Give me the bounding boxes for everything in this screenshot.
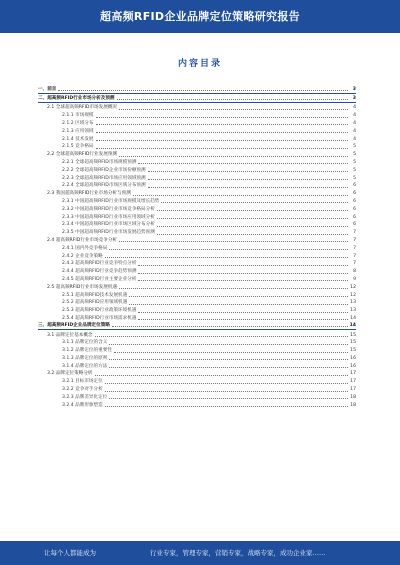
toc-page-number: 13 — [350, 308, 356, 314]
dot-leader — [112, 326, 348, 327]
toc-page-number: 8 — [353, 269, 356, 275]
toc-page-number: 12 — [350, 284, 356, 290]
toc-entry-label: 3.1.1 品牌定位的含义 — [62, 340, 108, 346]
toc-page-number: 14 — [350, 315, 356, 321]
toc-row[interactable] — [38, 267, 356, 275]
toc-entry-label: 3.1.2 品牌定位的重要性 — [62, 348, 112, 354]
toc-row[interactable] — [38, 119, 356, 127]
toc-row[interactable] — [38, 221, 356, 229]
toc-row[interactable] — [38, 197, 356, 205]
toc-entry-label: 2.2.2 全球超高频RFID企业市场份额预测 — [62, 167, 146, 173]
toc-row[interactable] — [38, 174, 356, 182]
dot-leader — [96, 140, 348, 141]
toc-entry-label: 三、超高频RFID企业品牌定位策略 — [38, 322, 110, 328]
toc-entry-label: 2.4 超高频RFID行业市场竞争分析 — [47, 237, 118, 243]
toc-entry-label: 2.3 我国超高频RFID行业市场分析与预测 — [47, 191, 131, 197]
toc-entry-label: 2.5.2 超高频RFID应用领域机遇 — [62, 300, 128, 306]
toc-heading: 内容目录 — [177, 59, 222, 69]
toc-entry-label: 2.1.4 技术发展 — [62, 136, 94, 142]
dot-leader — [105, 257, 348, 258]
document-title: 超高频RFID企业品牌定位策略研究报告 — [100, 10, 300, 23]
toc-entry-label: 3.2.4 品牌形象塑造 — [62, 402, 103, 408]
dot-leader — [96, 148, 348, 149]
toc-row[interactable] — [38, 331, 356, 339]
toc-page-number: 16 — [350, 363, 356, 369]
toc-page-number: 7 — [353, 261, 356, 267]
dot-leader — [138, 312, 348, 313]
toc-page-number: 5 — [353, 144, 356, 150]
toc-row[interactable] — [38, 228, 356, 236]
toc-row[interactable] — [38, 166, 356, 174]
toc-page-number: 9 — [353, 276, 356, 282]
toc-entry-label: 2.4.1 国内外竞争格局 — [62, 245, 108, 251]
toc-entry-label: 3.2.2 竞争对手分析 — [62, 387, 103, 393]
toc-row[interactable] — [38, 205, 356, 213]
toc-row[interactable] — [38, 252, 356, 260]
dot-leader — [129, 304, 348, 305]
dot-leader — [148, 179, 348, 180]
dot-leader — [138, 163, 348, 164]
toc-entry-label: 2.2.3 全球超高频RFID市场应用领域预测 — [62, 175, 146, 181]
toc-page-number: 7 — [353, 230, 356, 236]
toc-entry-label: 2.1.1 市场规模 — [62, 113, 94, 119]
toc-entry-label: 2.5.3 超高频RFID行业政策环境机遇 — [62, 308, 137, 314]
footer-slogan: 行业专家，管理专家，营销专家，战略专家，成功企业家…… — [150, 549, 326, 557]
footer-bar — [0, 541, 400, 565]
toc-page-number: 16 — [350, 355, 356, 361]
dot-leader — [119, 109, 348, 110]
toc-page-number: 3 — [352, 86, 356, 92]
toc-entry-label: 3.1 品牌定位基本概念 — [47, 332, 93, 338]
toc-page-number: 6 — [353, 214, 356, 220]
dot-leader — [157, 210, 348, 211]
toc-row[interactable] — [38, 362, 356, 370]
toc-page-number: 13 — [350, 300, 356, 306]
toc-page-number: 7 — [353, 253, 356, 259]
toc-row[interactable] — [38, 306, 356, 314]
toc-entry-label: 2.5.1 超高频RFID技术发展机遇 — [62, 292, 128, 298]
toc-row[interactable] — [38, 86, 356, 94]
toc-entry-label: 2.5.4 超高频RFID行业市场需求机遇 — [62, 315, 137, 321]
toc-entry-label: 2.4.2 企业竞争策略 — [62, 253, 103, 259]
dot-leader — [148, 171, 348, 172]
toc-entry-label: 2.4.4 超高频RFID行业竞争趋势预测 — [62, 269, 137, 275]
dot-leader — [133, 195, 348, 196]
dot-leader — [119, 288, 348, 289]
toc-page-number: 6 — [353, 191, 356, 197]
dot-leader — [105, 383, 348, 384]
toc-entry-label: 3.2.1 目标市场定位 — [62, 379, 103, 385]
toc-row[interactable] — [38, 104, 356, 112]
toc-page-number: 18 — [350, 394, 356, 400]
toc-entry-label: 2.1.3 应用领域 — [62, 128, 94, 134]
toc-entry-label: 3.1.3 品牌定位的原则 — [62, 355, 108, 361]
toc-row[interactable] — [38, 189, 356, 197]
toc-page-number: 7 — [353, 237, 356, 243]
toc-row[interactable] — [38, 158, 356, 166]
dot-leader — [138, 319, 348, 320]
dot-leader — [96, 132, 348, 133]
toc-entry-label: 2.4.3 超高频RFID行业竞争特点分析 — [62, 261, 137, 267]
toc-page-number: 4 — [353, 105, 356, 111]
dot-leader — [157, 226, 348, 227]
dot-leader — [119, 156, 348, 157]
toc-page-number: 14 — [349, 322, 356, 328]
toc-page-number: 6 — [353, 222, 356, 228]
dot-leader — [129, 296, 348, 297]
dot-leader — [157, 234, 348, 235]
dot-leader — [138, 273, 348, 274]
toc-row[interactable] — [38, 299, 356, 307]
toc-row[interactable] — [38, 244, 356, 252]
toc-row[interactable] — [38, 354, 356, 362]
toc-page-number: 5 — [353, 152, 356, 158]
toc-entry-label: 2.1.2 区域分布 — [62, 120, 94, 126]
dot-leader — [95, 336, 348, 337]
dot-leader — [119, 241, 348, 242]
toc-row[interactable] — [38, 370, 356, 378]
dot-leader — [58, 90, 348, 91]
toc-entry-label: 2.5 超高频RFID行业市场发展机遇 — [47, 284, 118, 290]
toc-row[interactable] — [38, 150, 356, 158]
dot-leader — [148, 187, 348, 188]
dot-leader — [96, 117, 348, 118]
dot-leader — [105, 391, 348, 392]
document-header-bar — [0, 0, 400, 33]
toc-row[interactable] — [38, 283, 356, 291]
toc-entry-label: 2.3.5 中国超高频RFID行业市场发展趋势预测 — [62, 230, 155, 236]
toc-entry-label: 2.3.1 中国超高频RFID行业市场规模及增长趋势 — [62, 198, 160, 204]
toc-page-number: 12 — [350, 292, 356, 298]
toc-page-number: 4 — [353, 113, 356, 119]
toc-page-number: 6 — [353, 183, 356, 189]
toc-row[interactable] — [38, 213, 356, 221]
toc-row[interactable] — [38, 339, 356, 347]
dot-leader — [95, 375, 348, 376]
footer-brand-text: 让每个人都能成为 — [44, 549, 96, 557]
dot-leader — [157, 218, 348, 219]
toc-page-number: 15 — [350, 348, 356, 354]
toc-page-number: 6 — [353, 198, 356, 204]
toc-page-number: 17 — [350, 371, 356, 377]
toc-row[interactable] — [38, 182, 356, 190]
toc-row[interactable] — [38, 236, 356, 244]
toc-page-number: 15 — [350, 340, 356, 346]
toc-row[interactable] — [38, 346, 356, 354]
dot-leader — [161, 202, 348, 203]
toc-row[interactable] — [38, 143, 356, 151]
toc-page-number: 4 — [353, 120, 356, 126]
toc-row[interactable] — [38, 322, 356, 330]
dot-leader — [138, 280, 348, 281]
toc-row[interactable] — [38, 291, 356, 299]
toc-page-number: 4 — [353, 136, 356, 142]
table-of-contents — [38, 86, 356, 498]
toc-entry-label: 二、超高频RFID行业市场分析及预测 — [38, 95, 115, 101]
toc-row[interactable] — [38, 95, 356, 103]
toc-page-number: 3 — [352, 95, 356, 101]
toc-row[interactable] — [38, 127, 356, 135]
toc-row[interactable] — [38, 401, 356, 409]
dot-leader — [105, 406, 348, 407]
dot-leader — [117, 99, 348, 100]
toc-entry-label: 2.1.5 竞争格局 — [62, 144, 94, 150]
toc-entry-label: 2.3.3 中国超高频RFID行业市场应用领域分析 — [62, 214, 155, 220]
toc-row[interactable] — [38, 393, 356, 401]
toc-page-number: 5 — [353, 175, 356, 181]
toc-page-number: 6 — [353, 206, 356, 212]
toc-row[interactable] — [38, 275, 356, 283]
toc-entry-label: 一、前言 — [38, 86, 57, 92]
toc-entry-label: 2.2.4 全球超高频RFID市场区域分布预测 — [62, 183, 146, 189]
dot-leader — [138, 265, 348, 266]
dot-leader — [109, 359, 348, 360]
toc-page-number: 7 — [353, 245, 356, 251]
toc-page-number: 17 — [350, 379, 356, 385]
toc-page-number: 15 — [350, 332, 356, 338]
toc-entry-label: 2.2.1 全球超高频RFID市场规模预测 — [62, 159, 137, 165]
dot-leader — [109, 398, 348, 399]
toc-row[interactable] — [38, 377, 356, 385]
toc-row[interactable] — [38, 314, 356, 322]
toc-page-number: 5 — [353, 167, 356, 173]
toc-entry-label: 2.1 全球超高频RFID市场发展概况 — [47, 105, 118, 111]
toc-entry-label: 3.2.3 品牌差异化定位 — [62, 394, 108, 400]
toc-page-number: 4 — [353, 128, 356, 134]
dot-leader — [109, 344, 348, 345]
toc-row[interactable] — [38, 385, 356, 393]
dot-leader — [109, 249, 348, 250]
toc-entry-label: 2.3.4 中国超高频RFID行业市场区域分布分析 — [62, 222, 155, 228]
toc-page-number: 18 — [350, 402, 356, 408]
toc-entry-label: 3.2 品牌定位策略分析 — [47, 371, 93, 377]
dot-leader — [96, 124, 348, 125]
toc-entry-label: 2.3.2 中国超高频RFID行业市场竞争格局分析 — [62, 206, 155, 212]
toc-row[interactable] — [38, 135, 356, 143]
toc-entry-label: 2.2 全球超高频RFID行业发展预测 — [47, 152, 118, 158]
toc-entry-label: 3.1.4 品牌定位的方法 — [62, 363, 108, 369]
toc-row[interactable] — [38, 111, 356, 119]
dot-leader — [114, 352, 348, 353]
toc-page-number: 5 — [353, 159, 356, 165]
dot-leader — [109, 367, 348, 368]
toc-row[interactable] — [38, 260, 356, 268]
toc-page-number: 17 — [350, 387, 356, 393]
toc-entry-label: 2.4.5 超高频RFID行业主要企业分析 — [62, 276, 137, 282]
